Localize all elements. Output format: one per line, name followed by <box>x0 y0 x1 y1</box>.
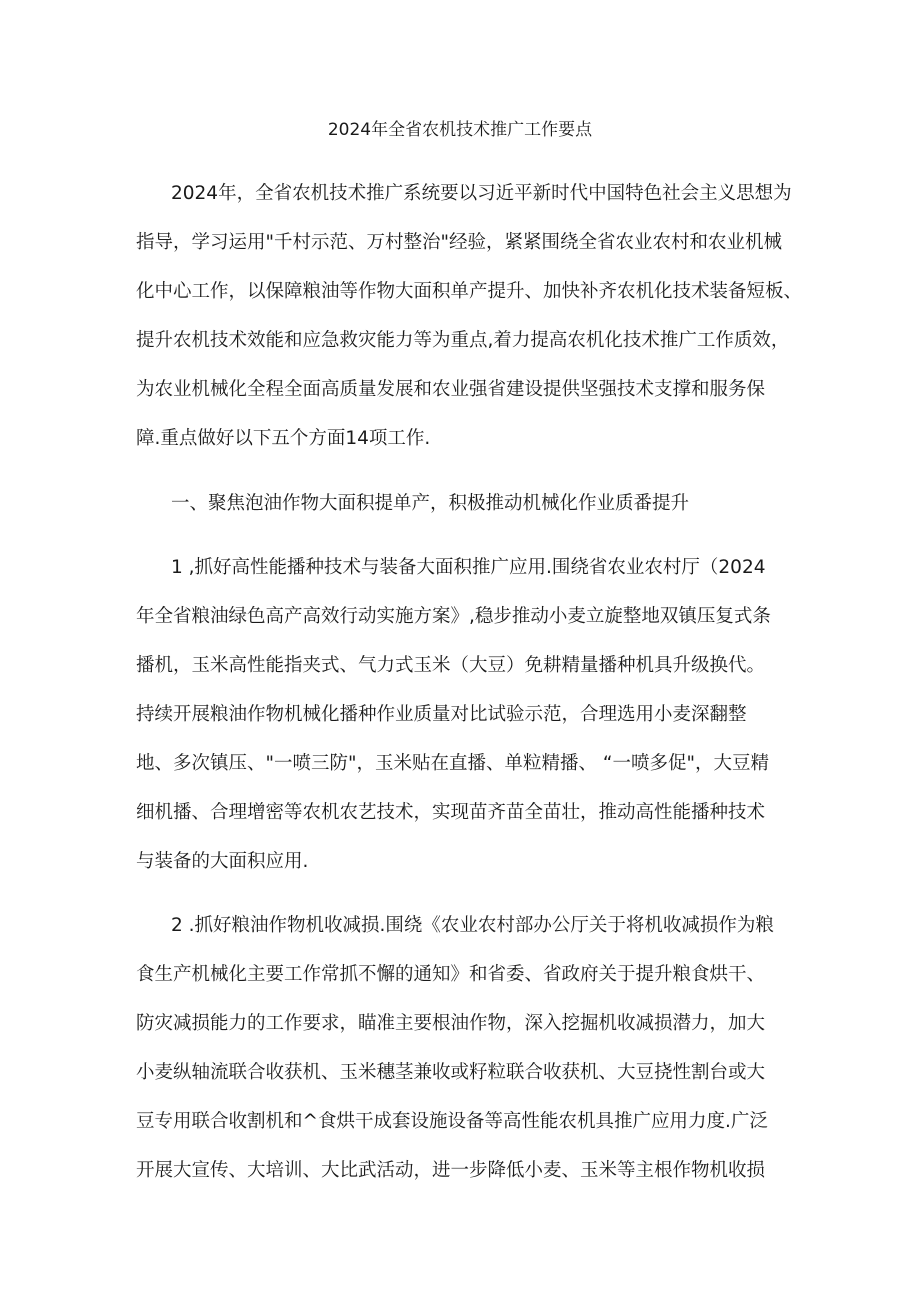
item-2-line: 豆专用联合收割机和^食烘干成套设施设备等高性能农机具推广应用力度.广泛 <box>136 1111 768 1132</box>
document-title: 2024年全省农机技术推广工作要点 <box>327 120 593 140</box>
intro-line: 为农业机械化全程全面高质量发展和农业强省建设提供坚强技术支撑和服务保 <box>136 379 766 400</box>
section-heading: 一、聚焦泡油作物大面积提单产，积极推动机械化作业质番提升 <box>171 493 690 514</box>
item-1-line: 1 ,抓好高性能播种技术与装备大面积推广应用.围绕省农业农村厅（2024 <box>171 557 766 578</box>
intro-line: 提升农机技术效能和应急救灾能力等为重点,着力提高农机化技术推广工作质效， <box>136 330 790 351</box>
item-1-line: 与装备的大面积应用. <box>136 851 309 872</box>
item-2-line: 食生产机械化主要工作常抓不懈的通知》和省委、省政府关于提升粮食烘干、 <box>136 964 766 985</box>
item-2-line: 开展大宣传、大培训、大比武活动，进一步降低小麦、玉米等主根作物机收损 <box>136 1160 766 1181</box>
item-1-line: 地、多次镇压、"一喷三防"，玉米贴在直播、单粒精播、 “一喷多促"，大豆精 <box>136 753 769 774</box>
intro-line: 指导，学习运用"千村示范、万村整治"经验，紧紧围绕全省农业农村和农业机械 <box>136 232 783 253</box>
item-2-line: 小麦纵轴流联合收获机、玉米穗茎兼收或籽粒联合收获机、大豆挠性割台或大 <box>136 1062 766 1083</box>
item-1-line: 播机，玉米高性能指夹式、气力式玉米（大豆）免耕精量播种机具升级换代。 <box>136 655 766 676</box>
intro-line: 化中心工作，以保障粮油等作物大面积单产提升、加快补齐农机化技术装备短板、 <box>136 281 803 302</box>
intro-line: 2024年，全省农机技术推广系统要以习近平新时代中国特色社会主义思想为 <box>171 183 792 204</box>
item-2-line: 2 .抓好粮油作物机收减损.围绕《农业农村部办公厅关于将机收减损作为粮 <box>171 915 774 936</box>
intro-line: 障.重点做好以下五个方面14项工作. <box>136 428 431 449</box>
item-1-line: 细机播、合理增密等农机农艺技术，实现苗齐苗全苗壮，推动高性能播种技术 <box>136 802 766 823</box>
item-1-line: 持续开展粮油作物机械化播种作业质量对比试验示范，合理选用小麦深翻整 <box>136 704 747 725</box>
item-1-line: 年全省粮油绿色高产高效行动实施方案》,稳步推动小麦立旋整地双镇压复式条 <box>136 606 771 627</box>
item-2-line: 防灾减损能力的工作要求，瞄准主要根油作物，深入挖掘机收减损潜力，加大 <box>136 1013 766 1034</box>
